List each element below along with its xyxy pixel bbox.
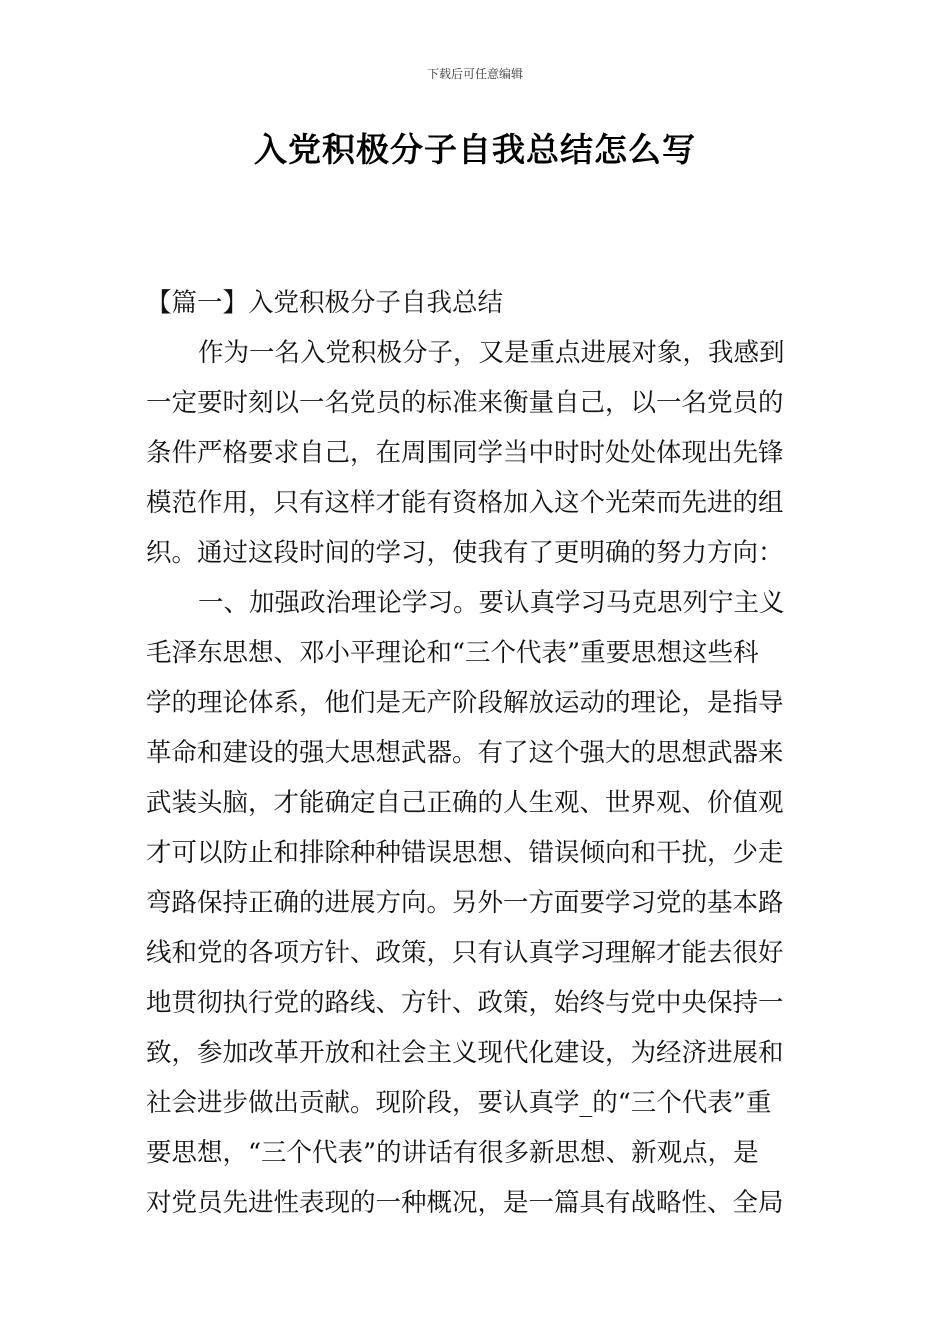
page-title: 入党积极分子自我总结怎么写 — [254, 130, 696, 169]
text-line: 要思想，“三个代表”的讲话有很多新思想、新观点，是 — [146, 1138, 759, 1168]
text-line: 一、加强政治理论学习。要认真学习马克思列宁主义 — [198, 588, 785, 618]
text-line: 武装头脑，才能确定自己正确的人生观、世界观、价值观 — [146, 788, 784, 818]
text-line: 线和党的各项方针、政策，只有认真学习理解才能去很好 — [146, 938, 784, 968]
text-line: 模范作用，只有这样才能有资格加入这个光荣而先进的组 — [146, 488, 784, 518]
text-line: 弯路保持正确的进展方向。另外一方面要学习党的基本路 — [146, 888, 784, 918]
text-line: 毛泽东思想、邓小平理论和“三个代表”重要思想这些科 — [146, 638, 759, 668]
text-line: 地贯彻执行党的路线、方针、政策，始终与党中央保持一 — [146, 988, 784, 1018]
text-line: 一定要时刻以一名党员的标准来衡量自己，以一名党员的 — [146, 388, 784, 418]
text-line: 条件严格要求自己，在周围同学当中时时处处体现出先锋 — [146, 438, 784, 468]
text-line: 学的理论体系，他们是无产阶段解放运动的理论，是指导 — [146, 688, 784, 718]
document-body — [146, 278, 806, 1228]
header-note: 下载后可任意编辑 — [426, 67, 523, 81]
section-heading: 【篇一】入党积极分子自我总结 — [146, 288, 504, 318]
text-line: 对党员先进性表现的一种概况，是一篇具有战略性、全局 — [146, 1188, 784, 1218]
text-line: 才可以防止和排除种种错误思想、错误倾向和干扰，少走 — [146, 838, 784, 868]
text-line: 社会进步做出贡献。现阶段，要认真学_的“三个代表”重 — [146, 1088, 772, 1118]
text-line: 织。通过这段时间的学习，使我有了更明确的努力方向： — [146, 538, 784, 568]
text-line: 致，参加改革开放和社会主义现代化建设，为经济进展和 — [146, 1038, 784, 1068]
text-line: 革命和建设的强大思想武器。有了这个强大的思想武器来 — [146, 738, 784, 768]
text-line: 作为一名入党积极分子，又是重点进展对象，我感到 — [198, 338, 785, 368]
